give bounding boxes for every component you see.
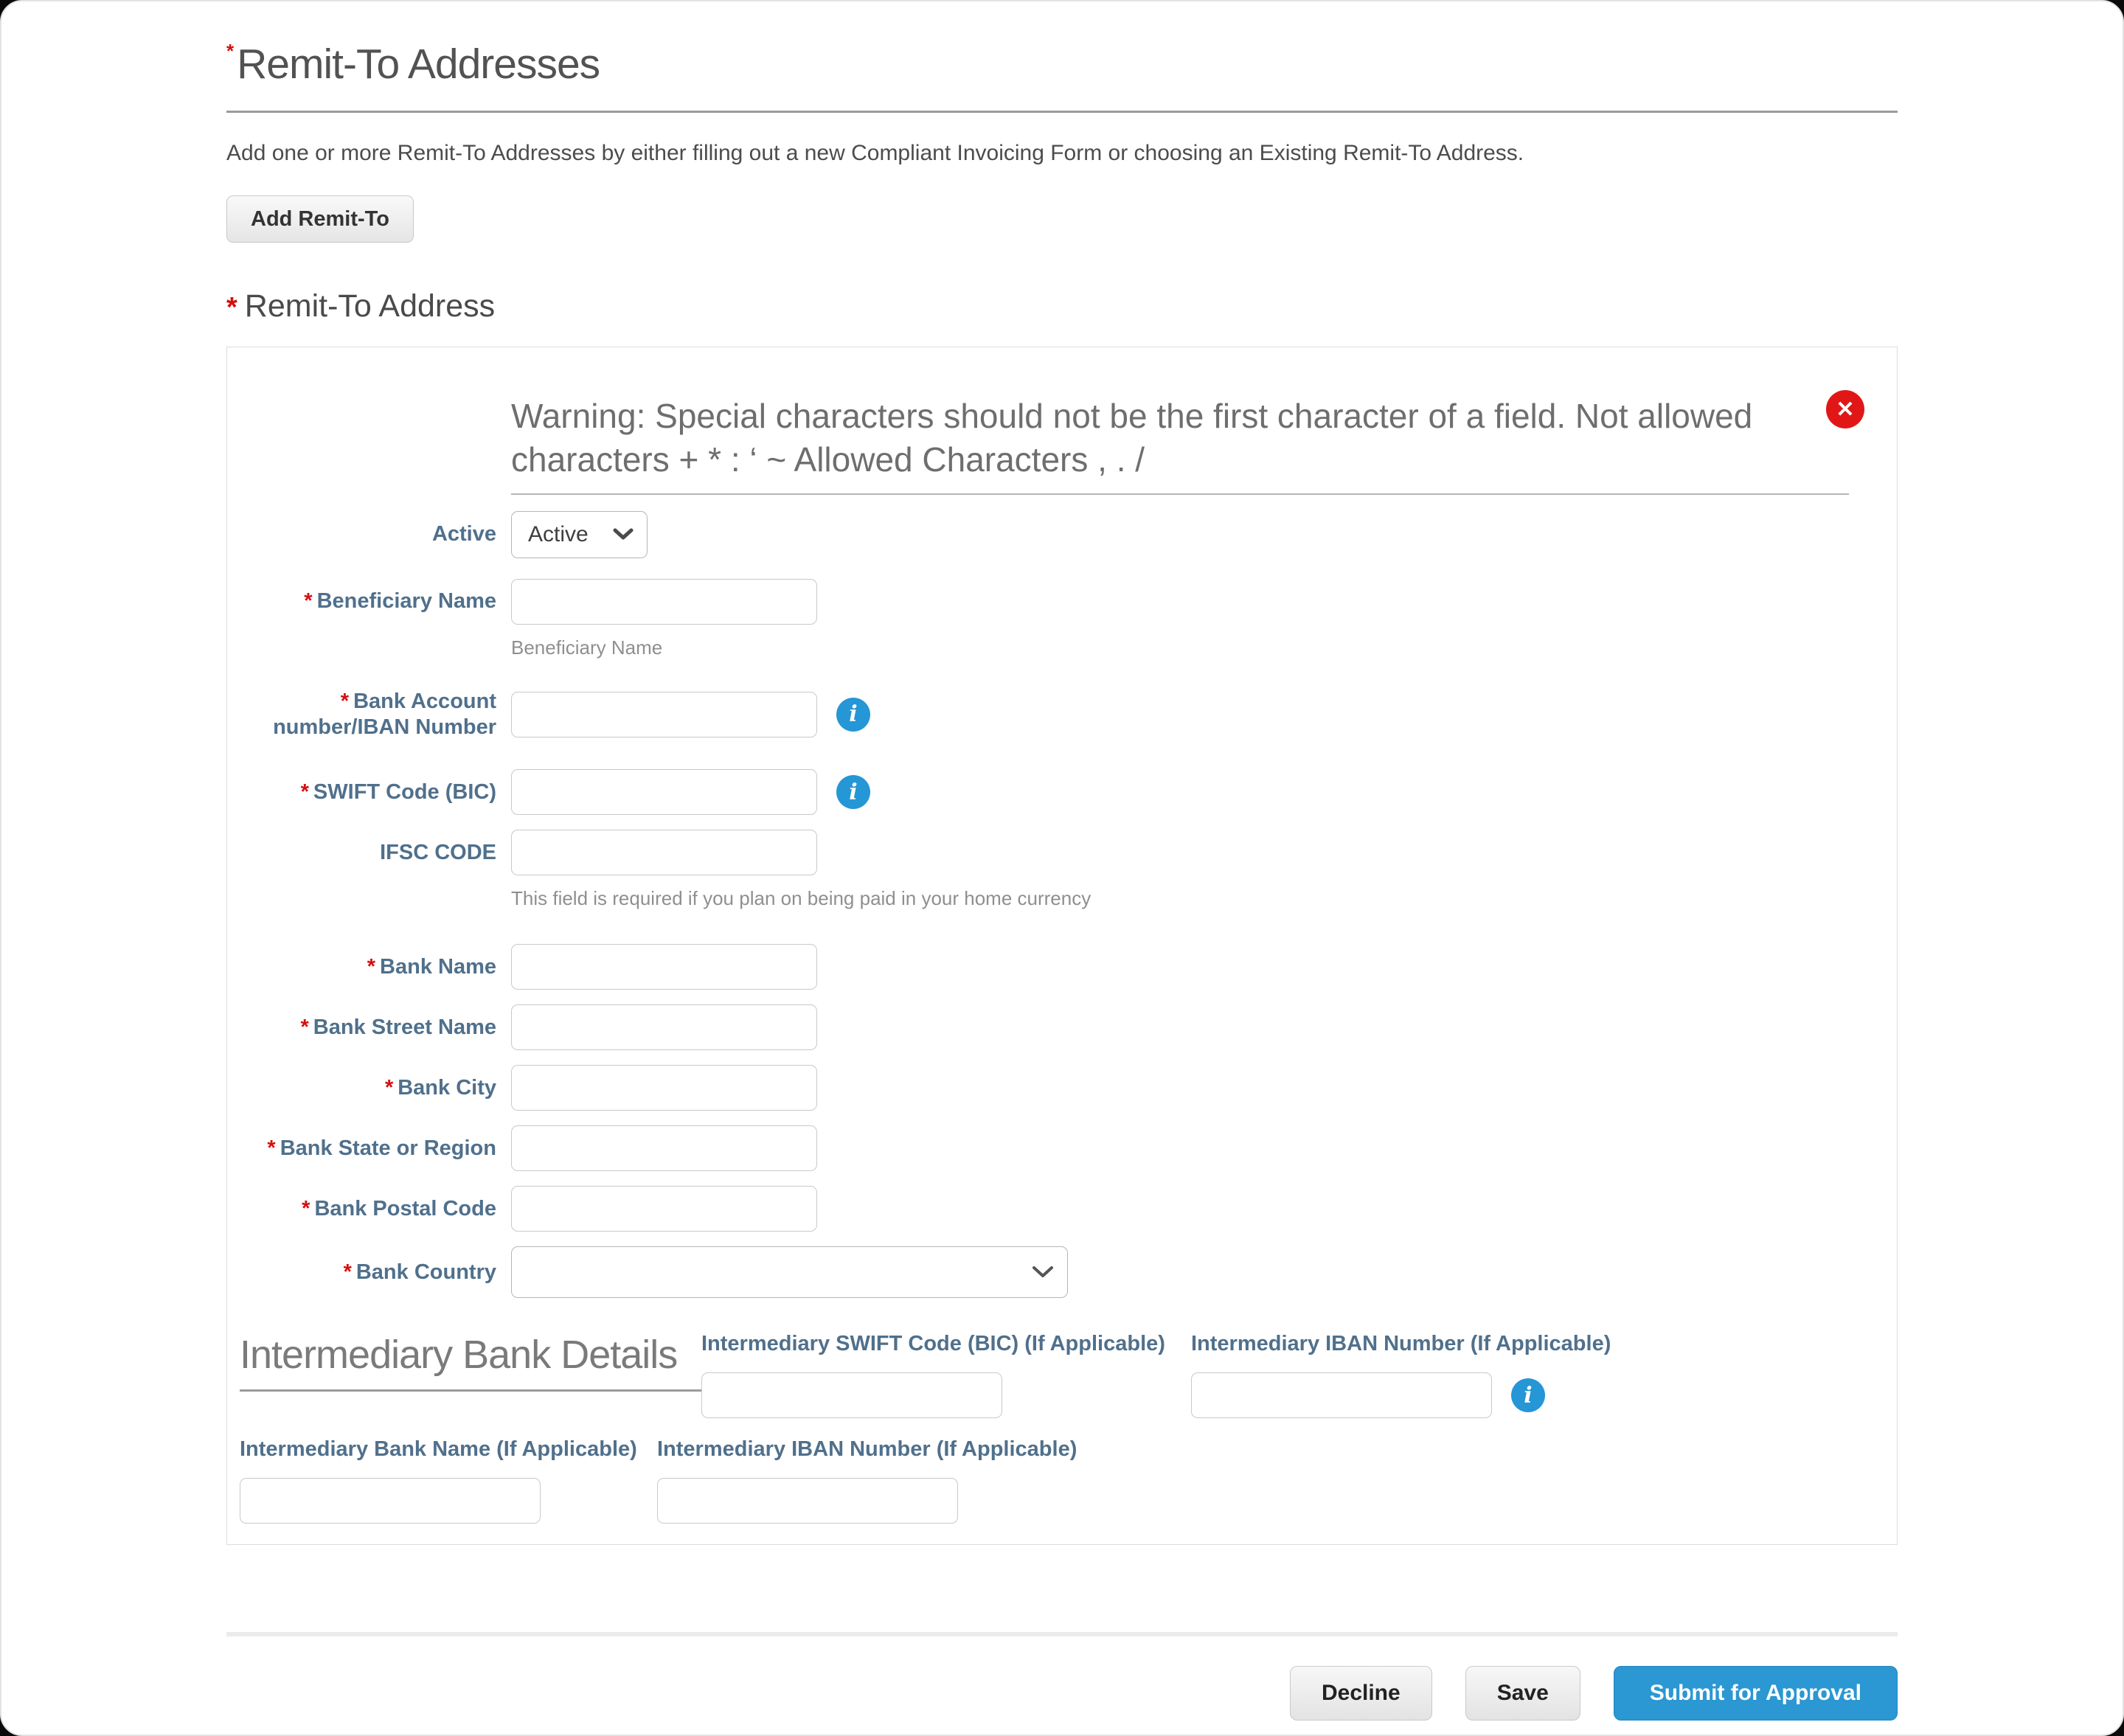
intermediary-iban-label: Intermediary IBAN Number (If Applicable) bbox=[1191, 1332, 1611, 1356]
info-icon[interactable]: i bbox=[836, 775, 870, 809]
bank-country-select[interactable] bbox=[511, 1246, 1068, 1298]
intermediary-iban-input[interactable] bbox=[1191, 1372, 1492, 1418]
page-description: Add one or more Remit-To Addresses by either filling out a new Compliant Invoicing Form or choosing an Existing Remit-To Address. bbox=[226, 141, 1524, 165]
ifsc-code-label: IFSC CODE bbox=[380, 840, 496, 864]
warning-banner bbox=[511, 395, 1849, 495]
form-row-bank-name bbox=[240, 944, 1884, 990]
beneficiary-name-helper: Beneficiary Name bbox=[511, 636, 663, 659]
required-marker: * bbox=[267, 1136, 276, 1160]
page-content bbox=[1, 40, 2123, 1721]
required-marker: * bbox=[304, 589, 313, 614]
form-row-bank-state bbox=[240, 1125, 1884, 1171]
warning-text: Warning: Special characters should not be the first character of a field. Not allowed characters + * : ‘ ~ Allowed Characters , . / bbox=[511, 397, 1753, 479]
required-marker: * bbox=[367, 954, 376, 979]
intermediary-heading: Intermediary Bank Details bbox=[240, 1332, 701, 1392]
title-divider bbox=[226, 111, 1898, 113]
page-title: Remit-To Addresses bbox=[237, 41, 600, 88]
required-marker: * bbox=[226, 292, 237, 323]
bank-city-input[interactable] bbox=[511, 1065, 817, 1111]
intermediary-section-row2 bbox=[240, 1437, 1884, 1524]
bank-postal-label: * Bank Postal Code bbox=[302, 1196, 496, 1221]
ifsc-code-helper: This field is required if you plan on being paid in your home currency bbox=[511, 887, 1092, 910]
intermediary-swift-input[interactable] bbox=[701, 1372, 1002, 1418]
submit-for-approval-button[interactable]: Submit for Approval bbox=[1614, 1666, 1898, 1721]
form-row-ifsc-code bbox=[240, 830, 1884, 875]
active-select[interactable] bbox=[511, 511, 648, 558]
form-row-bank-street bbox=[240, 1004, 1884, 1050]
form-row-beneficiary-name bbox=[240, 579, 1884, 625]
info-icon[interactable]: i bbox=[836, 698, 870, 732]
required-marker: * bbox=[226, 40, 235, 62]
bank-street-input[interactable] bbox=[511, 1004, 817, 1050]
intermediary-iban2-input[interactable] bbox=[657, 1478, 958, 1524]
intermediary-section-row1 bbox=[240, 1332, 1884, 1418]
section-title: Remit-To Address bbox=[244, 288, 496, 324]
form-row-bank-city bbox=[240, 1065, 1884, 1111]
chevron-down-icon bbox=[613, 528, 634, 541]
intermediary-swift-label: Intermediary SWIFT Code (BIC) (If Applicable) bbox=[701, 1332, 1165, 1356]
ifsc-code-input[interactable] bbox=[511, 830, 817, 875]
intermediary-heading-col bbox=[240, 1332, 701, 1392]
required-marker: * bbox=[384, 1075, 394, 1100]
intermediary-iban-col bbox=[1191, 1332, 1611, 1418]
beneficiary-name-input[interactable] bbox=[511, 579, 817, 625]
page-title-row bbox=[226, 40, 1898, 88]
required-marker: * bbox=[302, 1196, 310, 1221]
bank-postal-input[interactable] bbox=[511, 1186, 817, 1232]
bank-street-label: * Bank Street Name bbox=[300, 1015, 496, 1039]
required-marker: * bbox=[340, 689, 350, 713]
required-marker: * bbox=[300, 1015, 309, 1039]
bank-account-label: * Bank Account number/IBAN Number bbox=[273, 689, 496, 739]
info-icon[interactable]: i bbox=[1511, 1378, 1545, 1412]
bank-city-label: * Bank City bbox=[384, 1075, 496, 1100]
intermediary-swift-col bbox=[701, 1332, 1191, 1418]
required-marker: * bbox=[300, 780, 309, 804]
bank-name-label: * Bank Name bbox=[367, 954, 496, 979]
intermediary-bank-name-input[interactable] bbox=[240, 1478, 541, 1524]
form-row-swift-code bbox=[240, 769, 1884, 815]
form-row-bank-country bbox=[240, 1246, 1884, 1298]
bank-account-input[interactable] bbox=[511, 692, 817, 737]
close-icon[interactable]: ✕ bbox=[1826, 390, 1864, 428]
swift-code-label: * SWIFT Code (BIC) bbox=[300, 780, 496, 804]
decline-button[interactable]: Decline bbox=[1290, 1666, 1432, 1721]
footer-divider bbox=[226, 1632, 1898, 1636]
bank-name-input[interactable] bbox=[511, 944, 817, 990]
swift-code-input[interactable] bbox=[511, 769, 817, 815]
chevron-down-icon bbox=[1032, 1265, 1054, 1279]
required-marker: * bbox=[343, 1260, 352, 1284]
beneficiary-name-label: * Beneficiary Name bbox=[304, 589, 496, 614]
bank-country-label: * Bank Country bbox=[343, 1260, 496, 1284]
add-remit-to-button[interactable]: Add Remit-To bbox=[226, 195, 414, 243]
intermediary-iban2-label: Intermediary IBAN Number (If Applicable) bbox=[657, 1437, 1077, 1462]
footer-buttons bbox=[226, 1666, 1898, 1721]
save-button[interactable]: Save bbox=[1465, 1666, 1580, 1721]
section-title-row bbox=[226, 288, 1898, 324]
active-label: Active bbox=[431, 522, 496, 546]
intermediary-iban2-col bbox=[657, 1437, 1077, 1524]
remit-to-address-form bbox=[226, 347, 1898, 1545]
intermediary-bank-name-label: Intermediary Bank Name (If Applicable) bbox=[240, 1437, 637, 1462]
bank-state-input[interactable] bbox=[511, 1125, 817, 1171]
form-row-bank-postal bbox=[240, 1186, 1884, 1232]
form-row-bank-account bbox=[240, 689, 1884, 740]
intermediary-bank-name-col bbox=[240, 1437, 657, 1524]
bank-state-label: * Bank State or Region bbox=[267, 1136, 496, 1160]
form-row-active bbox=[240, 511, 1884, 558]
active-select-value: Active bbox=[528, 521, 589, 546]
